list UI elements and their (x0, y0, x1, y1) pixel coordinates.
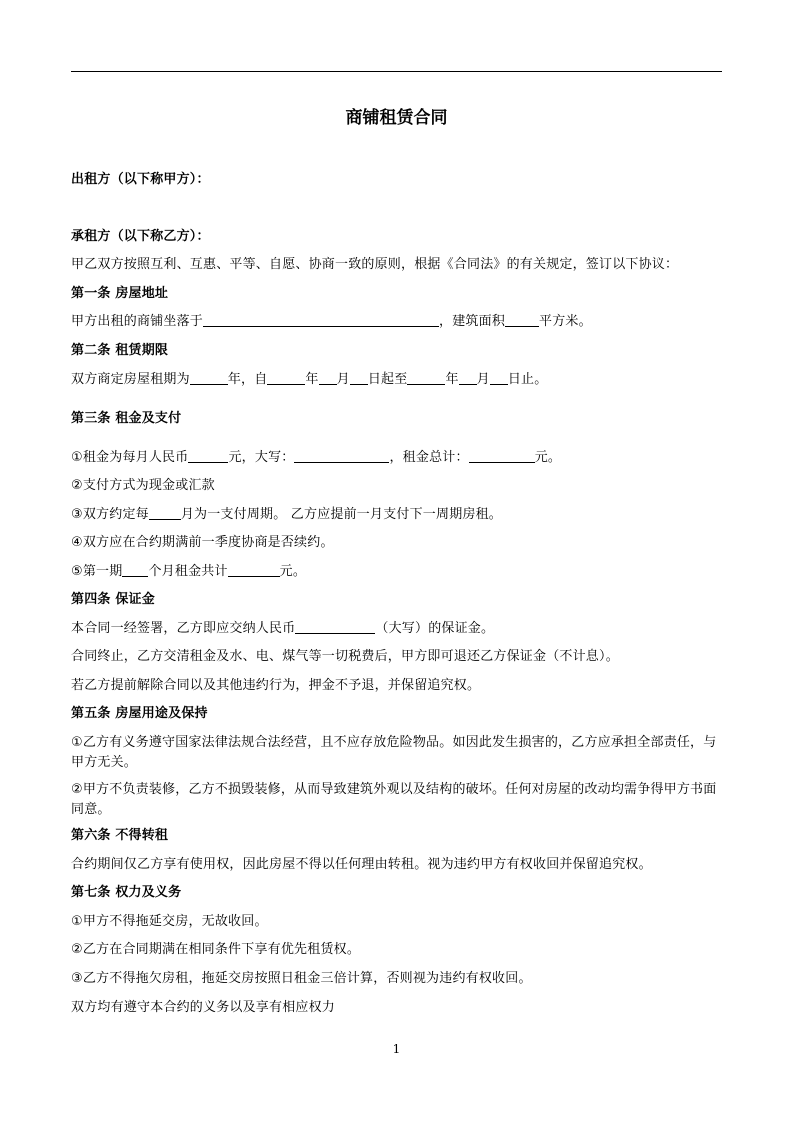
term-years-blank[interactable] (190, 370, 228, 385)
article-6-heading: 第六条 不得转租 (71, 828, 169, 843)
start-day-blank[interactable] (350, 370, 368, 385)
start-month-blank[interactable] (319, 370, 337, 385)
deposit-text-a: 本合同一经签署，乙方即应交纳人民币 (71, 621, 296, 636)
document-title: 商铺租赁合同 (345, 108, 448, 128)
start-year-blank[interactable] (267, 370, 305, 385)
first-term-amount-blank[interactable] (228, 562, 280, 577)
article-3-item-3 (71, 505, 502, 525)
article-3-item-4: ④双方应在合约期满前一季度协商是否续约。 (71, 535, 334, 550)
term-text-3: 年 (305, 372, 319, 387)
term-text-5: 日起至 (367, 372, 408, 387)
first-term-text-b: 个月租金共计 (148, 564, 228, 579)
rent-text-a: ①租金为每月人民币 (71, 450, 189, 465)
deposit-amount-blank[interactable] (295, 619, 375, 634)
article-5-para-2: ②甲方不负责装修，乙方不损毁装修，从而导致建筑外观以及结构的破坏。任何对房屋的改动均需争得甲方书面同意。 (71, 782, 717, 817)
term-text-8: 日止。 (507, 372, 548, 387)
end-year-blank[interactable] (407, 370, 445, 385)
rent-text-c: ，租金总计： (389, 450, 469, 465)
article-4-para-3: 若乙方提前解除合同以及其他违约行为，押金不予退，并保留追究权。 (71, 678, 481, 693)
monthly-rent-blank[interactable] (188, 448, 228, 463)
first-term-text-a: ⑤第一期 (71, 564, 123, 579)
area-blank[interactable] (505, 312, 539, 327)
rent-text-d: 元。 (534, 450, 562, 465)
article-7-para-3: ③乙方不得拖欠房租，拖延交房按照日租金三倍计算，否则视为违约有权收回。 (71, 971, 532, 986)
total-rent-blank[interactable] (469, 448, 535, 463)
article-7-para-4: 双方均有遵守本合约的义务以及享有相应权力 (71, 1000, 336, 1015)
article-2-term-line (71, 370, 547, 390)
term-text-4: 月 (336, 372, 350, 387)
cycle-text-a: ③双方约定每 (71, 507, 149, 522)
end-day-blank[interactable] (490, 370, 508, 385)
article-1-text-a: 甲方出租的商铺坐落于 (71, 314, 204, 329)
article-1-address-line (71, 312, 592, 332)
deposit-text-b: （大写）的保证金。 (375, 621, 495, 636)
term-text-1: 双方商定房屋租期为 (71, 372, 190, 387)
header-rule (71, 71, 722, 72)
article-4-para-2: 合同终止，乙方交清租金及水、电、煤气等一切税费后，甲方即可退还乙方保证金（不计息）。 (71, 649, 619, 664)
article-1-text-c: 平方米。 (539, 314, 592, 329)
article-7-para-1: ①甲方不得拖延交房，无故收回。 (71, 914, 268, 929)
rent-text-b: 元，大写： (228, 450, 295, 465)
article-6-para-1: 合约期间仅乙方享有使用权，因此房屋不得以任何理由转租。视为违约甲方有权收回并保留追究权。 (71, 857, 652, 872)
lessee-label: 承租方（以下称乙方）： (71, 229, 210, 244)
preamble: 甲乙双方按照互利、互惠、平等、自愿、协商一致的原则，根据《合同法》的有关规定，签订以下协议： (71, 257, 679, 272)
article-1-text-b: ，建筑面积 (439, 314, 506, 329)
article-3-item-2: ②支付方式为现金或汇款 (71, 478, 215, 493)
article-4-heading: 第四条 保证金 (71, 592, 155, 607)
article-4-para-1 (71, 619, 494, 639)
page-number: 1 (392, 1042, 401, 1056)
payment-cycle-blank[interactable] (149, 505, 181, 520)
article-2-heading: 第二条 租赁期限 (71, 343, 169, 358)
term-text-7: 月 (476, 372, 490, 387)
end-month-blank[interactable] (459, 370, 477, 385)
rent-uppercase-blank[interactable] (294, 448, 389, 463)
article-7-heading: 第七条 权力及义务 (71, 885, 182, 900)
term-text-6: 年 (445, 372, 459, 387)
article-1-heading: 第一条 房屋地址 (71, 286, 169, 301)
lessor-label: 出租方（以下称甲方）： (71, 172, 210, 187)
article-3-heading: 第三条 租金及支付 (71, 411, 182, 426)
first-term-months-blank[interactable] (122, 562, 148, 577)
article-3-item-1 (71, 448, 561, 468)
term-text-2: 年，自 (227, 372, 268, 387)
article-5-heading: 第五条 房屋用途及保持 (71, 706, 208, 721)
first-term-text-c: 元。 (279, 564, 307, 579)
article-3-item-5 (71, 562, 306, 582)
cycle-text-b: 月为一支付周期。 乙方应提前一月支付下一周期房租。 (180, 507, 502, 522)
article-7-para-2: ②乙方在合同期满在相同条件下享有优先租赁权。 (71, 942, 361, 957)
article-5-para-1: ①乙方有义务遵守国家法律法规合法经营，且不应存放危险物品。如因此发生损害的，乙方应承担全部责任，与甲方无关。 (71, 735, 717, 770)
address-blank[interactable] (203, 312, 439, 327)
